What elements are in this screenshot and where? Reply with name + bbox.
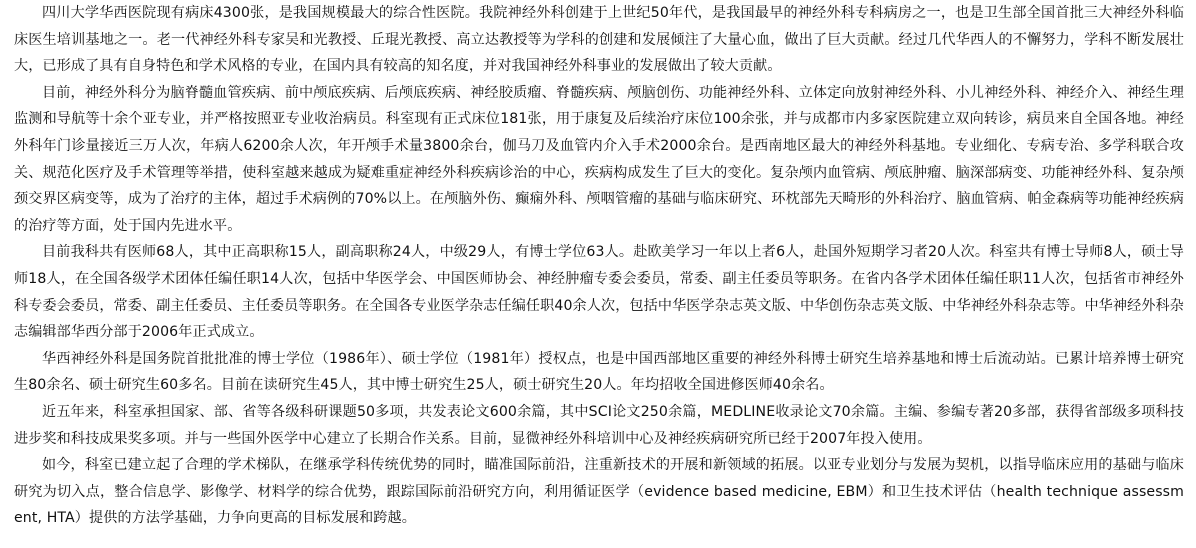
article-body: [14, 0, 1184, 532]
paragraph-future: 如今，科室已建立起了合理的学术梯队，在继承学科传统优势的同时，瞄准国际前沿，注重新技术的开展和新领域的拓展。以亚专业划分与发展为契机，以指导临床应用的基础与临床研究为切入点，整合信息学、影像学、材料学的综合优势，跟踪国际前沿研究方向，利用循证医学（evidence based medicine, EBM）和卫生技术评估（health technique assessment, HTA）提供的方法学基础，力争向更高的目标发展和跨越。: [14, 457, 1184, 527]
paragraph-subspecialties: 目前，神经外科分为脑脊髓血管疾病、前中颅底疾病、后颅底疾病、神经胶质瘤、脊髓疾病、颅脑创伤、功能神经外科、立体定向放射神经外科、小儿神经外科、神经介入、神经生理监测和导航等十余个亚专业，并严格按照亚专业收治病员。科室现有正式床位181张，用于康复及后续治疗床位100余张，并与成都市内多家医院建立双向转诊，病员来自全国各地。神经外科年门诊量接近三万人次，年病人6200余人次，年开颅手术量3800余台，伽马刀及血管内介入手术2000余台。是西南地区最大的神经外科基地。专业细化、专病专治、多学科联合攻关、规范化医疗及手术管理等举措，使科室越来越成为疑难重症神经外科疾病诊治的中心，疾病构成发生了巨大的变化。复杂颅内血管病、颅底肿瘤、脑深部病变、功能神经外科、复杂颅颈交界区病变等，成为了治疗的主体，超过手术病例的70%以上。在颅脑外伤、癫痫外科、颅咽管瘤的基础与临床研究、环枕部先天畸形的外科治疗、脑血管病、帕金森病等功能神经疾病的治疗等方面，处于国内先进水平。: [14, 84, 1184, 234]
paragraph-research: 近五年来，科室承担国家、部、省等各级科研课题50多项，共发表论文600余篇，其中SCI论文250余篇，MEDLINE收录论文70余篇。主编、参编专著20多部，获得省部级多项科技进步奖和科技成果奖多项。并与一些国外医学中心建立了长期合作关系。目前，显微神经外科培训中心及神经疾病研究所已经于2007年投入使用。: [14, 403, 1184, 447]
paragraph-staff: 目前我科共有医师68人，其中正高职称15人，副高职称24人，中级29人，有博士学位63人。赴欧美学习一年以上者6人，赴国外短期学习者20人次。科室共有博士导师8人，硕士导师18人，在全国各级学术团体任编任职14人次，包括中华医学会、中国医师协会、神经肿瘤专委会委员，常委、副主任委员等职务。在省内各学术团体任编任职11人次，包括省市神经外科专委会委员，常委、副主任委员、主任委员等职务。在全国各专业医学杂志任编任职40余人次，包括中华医学杂志英文版、中华创伤杂志英文版、中华神经外科杂志等。中华神经外科杂志编辑部华西分部于2006年正式成立。: [14, 244, 1184, 341]
paragraph-hospital-overview: 四川大学华西医院现有病床4300张，是我国规模最大的综合性医院。我院神经外科创建于上世纪50年代，是我国最早的神经外科专科病房之一，也是卫生部全国首批三大神经外科临床医生培训基地之一。老一代神经外科专家吴和光教授、丘琨光教授、高立达教授等为学科的创建和发展倾注了大量心血，做出了巨大贡献。经过几代华西人的不懈努力，学科不断发展壮大，已形成了具有自身特色和学术风格的专业，在国内具有较高的知名度，并对我国神经外科事业的发展做出了较大贡献。: [14, 5, 1184, 75]
paragraph-education: 华西神经外科是国务院首批批准的博士学位（1986年）、硕士学位（1981年）授权点，也是中国西部地区重要的神经外科博士研究生培养基地和博士后流动站。已累计培养博士研究生80余名、硕士研究生60多名。目前在读研究生45人，其中博士研究生25人，硕士研究生20人。年均招收全国进修医师40余名。: [14, 350, 1184, 394]
